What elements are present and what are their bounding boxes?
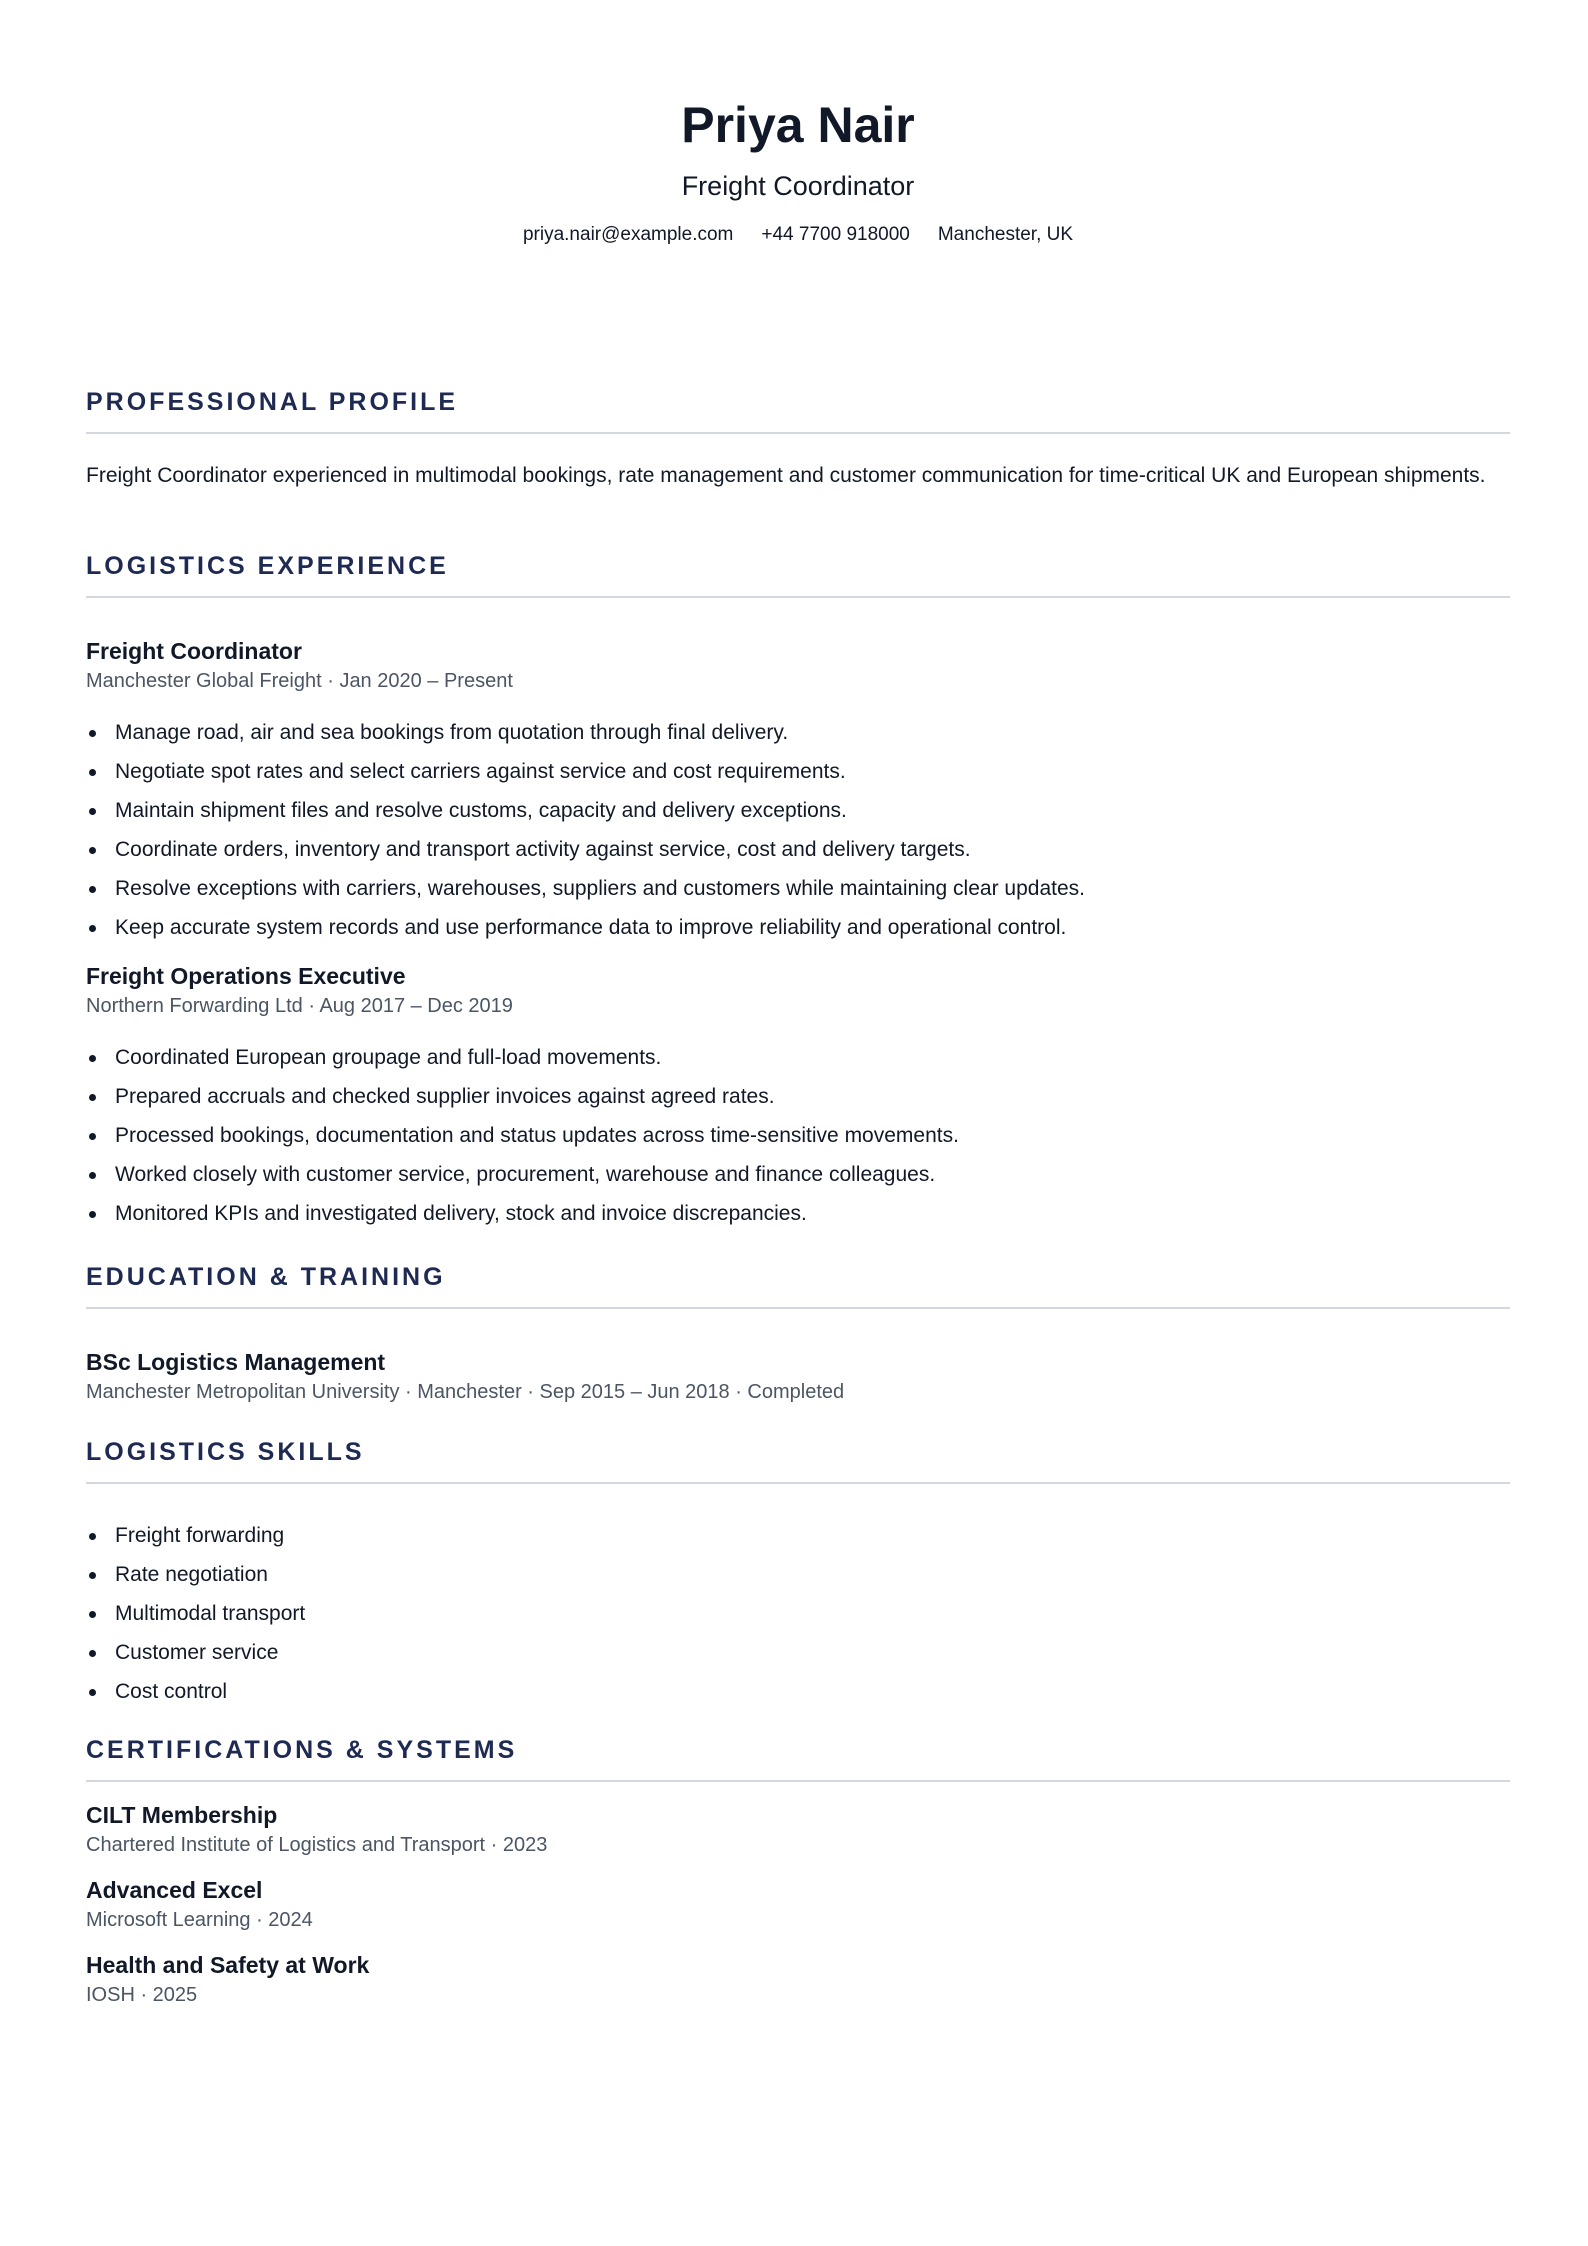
certification-entry xyxy=(86,1800,1510,1859)
job-meta: Manchester Global Freight · Jan 2020 – Present xyxy=(86,670,513,692)
job-meta: Northern Forwarding Ltd · Aug 2017 – Dec 2019 xyxy=(86,995,513,1017)
list-item: Worked closely with customer service, procurement, warehouse and finance colleagues. xyxy=(115,1155,1510,1194)
list-item: Processed bookings, documentation and status updates across time-sensitive movements. xyxy=(115,1116,1510,1155)
job-bullets xyxy=(86,1038,1510,1233)
list-item: Prepared accruals and checked supplier invoices against agreed rates. xyxy=(115,1077,1510,1116)
certification-meta: Microsoft Learning · 2024 xyxy=(86,1909,313,1931)
section-divider xyxy=(86,1780,1510,1782)
certification-name: Advanced Excel xyxy=(86,1877,263,1903)
section-title: LOGISTICS EXPERIENCE xyxy=(86,552,449,580)
section-divider xyxy=(86,596,1510,598)
job-bullets xyxy=(86,713,1510,947)
certification-name: Health and Safety at Work xyxy=(86,1952,370,1978)
degree-meta: Manchester Metropolitan University · Manchester · Sep 2015 – Jun 2018 · Completed xyxy=(86,1381,845,1403)
section-divider xyxy=(86,432,1510,434)
certification-meta: Chartered Institute of Logistics and Transport · 2023 xyxy=(86,1834,548,1856)
list-item: Coordinated European groupage and full-load movements. xyxy=(115,1038,1510,1077)
candidate-name: Priya Nair xyxy=(681,97,915,153)
certification-entry xyxy=(86,1950,1510,2009)
profile-section xyxy=(86,386,1510,492)
candidate-role: Freight Coordinator xyxy=(681,171,915,201)
job-entry xyxy=(86,636,1510,947)
section-divider xyxy=(86,1307,1510,1309)
education-section xyxy=(86,1261,1510,1406)
profile-text: Freight Coordinator experienced in multimodal bookings, rate management and customer communication for time-critical UK and European shipments. xyxy=(86,464,1486,487)
section-title: PROFESSIONAL PROFILE xyxy=(86,388,459,416)
list-item: Manage road, air and sea bookings from quotation through final delivery. xyxy=(115,713,1510,752)
section-title: LOGISTICS SKILLS xyxy=(86,1438,365,1466)
list-item: Negotiate spot rates and select carriers against service and cost requirements. xyxy=(115,752,1510,791)
education-entry xyxy=(86,1347,1510,1406)
section-title: CERTIFICATIONS & SYSTEMS xyxy=(86,1736,518,1764)
list-item: Keep accurate system records and use performance data to improve reliability and operational control. xyxy=(115,908,1510,947)
list-item: Rate negotiation xyxy=(115,1555,1510,1594)
degree-title: BSc Logistics Management xyxy=(86,1349,386,1375)
list-item: Monitored KPIs and investigated delivery, stock and invoice discrepancies. xyxy=(115,1194,1510,1233)
contact-location: Manchester, UK xyxy=(937,224,1074,245)
list-item: Resolve exceptions with carriers, warehouses, suppliers and customers while maintaining clear updates. xyxy=(115,869,1510,908)
certification-name: CILT Membership xyxy=(86,1802,278,1828)
list-item: Coordinate orders, inventory and transport activity against service, cost and delivery targets. xyxy=(115,830,1510,869)
section-title: EDUCATION & TRAINING xyxy=(86,1263,446,1291)
certification-meta: IOSH · 2025 xyxy=(86,1984,198,2006)
job-entry xyxy=(86,961,1510,1233)
list-item: Multimodal transport xyxy=(115,1594,1510,1633)
section-divider xyxy=(86,1482,1510,1484)
skills-section xyxy=(86,1436,1510,1711)
resume-page xyxy=(86,0,1510,2006)
list-item: Cost control xyxy=(115,1672,1510,1711)
job-title: Freight Operations Executive xyxy=(86,963,406,989)
contact-phone: +44 7700 918000 xyxy=(761,224,910,245)
contact-email: priya.nair@example.com xyxy=(522,224,734,245)
experience-section xyxy=(86,550,1510,1233)
list-item: Customer service xyxy=(115,1633,1510,1672)
certification-entry xyxy=(86,1875,1510,1934)
list-item: Freight forwarding xyxy=(115,1516,1510,1555)
certifications-section xyxy=(86,1734,1510,2009)
skills-list xyxy=(86,1516,1510,1711)
resume-header xyxy=(86,0,1510,248)
job-title: Freight Coordinator xyxy=(86,638,302,664)
list-item: Maintain shipment files and resolve customs, capacity and delivery exceptions. xyxy=(115,791,1510,830)
contact-line xyxy=(86,222,1510,248)
